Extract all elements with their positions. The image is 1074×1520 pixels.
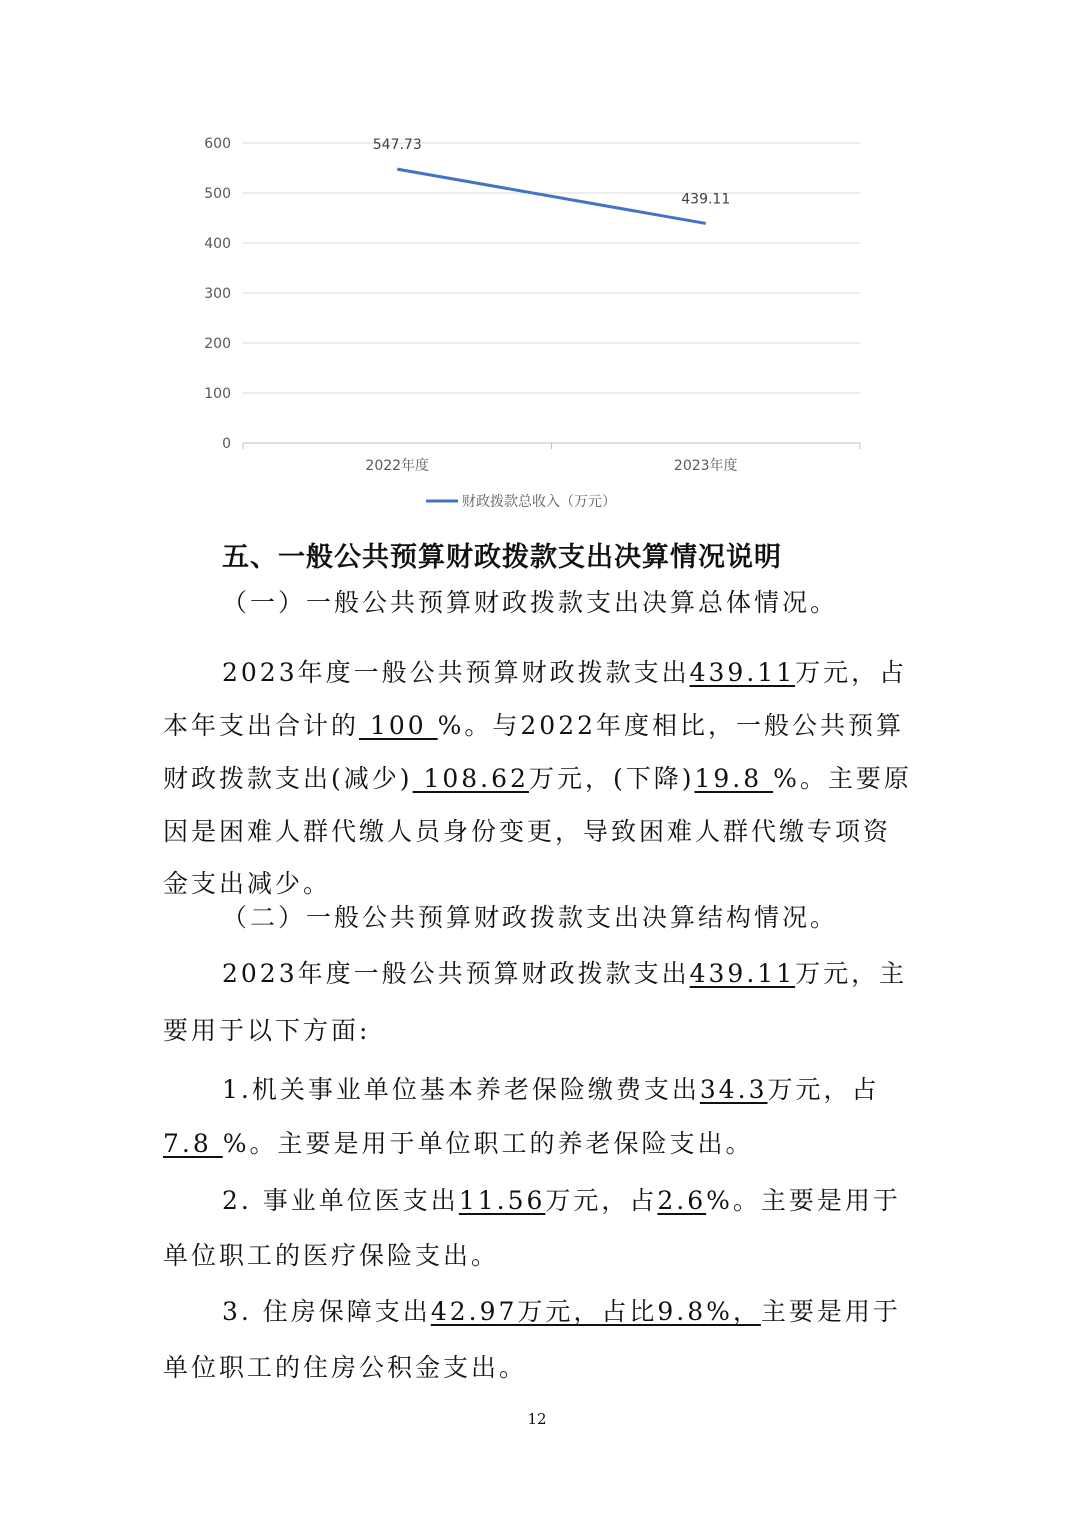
legend-label: 财政拨款总收入（万元）	[462, 494, 616, 510]
item2-line2: 单位职工的医疗保险支出。	[163, 1241, 500, 1270]
series-line	[397, 169, 706, 223]
para1-line2: 本年支出合计的 100 %。与2022年度相比，一般公共预算	[163, 711, 905, 740]
subheading-overall: （一）一般公共预算财政拨款支出决算总体情况。	[222, 588, 839, 617]
page-number: 12	[527, 1410, 547, 1428]
item3-line2: 单位职工的住房公积金支出。	[163, 1353, 528, 1382]
section-heading: 五、一般公共预算财政拨款支出决算情况说明	[222, 542, 782, 573]
x-category-label: 2023年度	[673, 458, 738, 474]
item3-line1: 3. 住房保障支出42.97万元，占比9.8%，主要是用于	[222, 1297, 901, 1326]
subheading-structure: （二）一般公共预算财政拨款支出决算结构情况。	[222, 903, 839, 932]
para1-line5: 金支出减少。	[163, 869, 332, 898]
chart-legend	[426, 493, 616, 510]
chart-gridlines	[243, 143, 860, 393]
item1-line2: 7.8 %。主要是用于单位职工的养老保险支出。	[163, 1129, 754, 1158]
y-tick-label: 500	[204, 186, 231, 202]
revenue-line-chart	[0, 0, 1074, 520]
data-label: 547.73	[372, 137, 422, 154]
data-label: 439.11	[681, 191, 731, 208]
y-tick-label: 200	[204, 336, 231, 352]
para1-line1: 2023年度一般公共预算财政拨款支出439.11万元，占	[222, 658, 908, 687]
item1-line1: 1.机关事业单位基本养老保险缴费支出34.3万元，占	[222, 1075, 880, 1104]
x-category-label: 2022年度	[365, 458, 430, 474]
para2-line2: 要用于以下方面:	[163, 1016, 371, 1045]
x-axis	[243, 443, 860, 474]
para1-line3: 财政拨款支出(减少) 108.62万元，(下降)19.8 %。主要原	[163, 764, 912, 793]
y-tick-label: 300	[204, 286, 231, 302]
y-tick-label: 400	[204, 236, 231, 252]
y-tick-label: 0	[222, 436, 231, 452]
y-tick-label: 600	[204, 136, 231, 152]
y-tick-label: 100	[204, 386, 231, 402]
para1-line4: 因是困难人群代缴人员身份变更，导致困难人群代缴专项资	[163, 817, 892, 846]
item2-line1: 2. 事业单位医支出11.56万元，占2.6%。主要是用于	[222, 1186, 901, 1215]
y-axis-ticks	[204, 136, 231, 452]
para2-line1: 2023年度一般公共预算财政拨款支出439.11万元，主	[222, 959, 908, 988]
